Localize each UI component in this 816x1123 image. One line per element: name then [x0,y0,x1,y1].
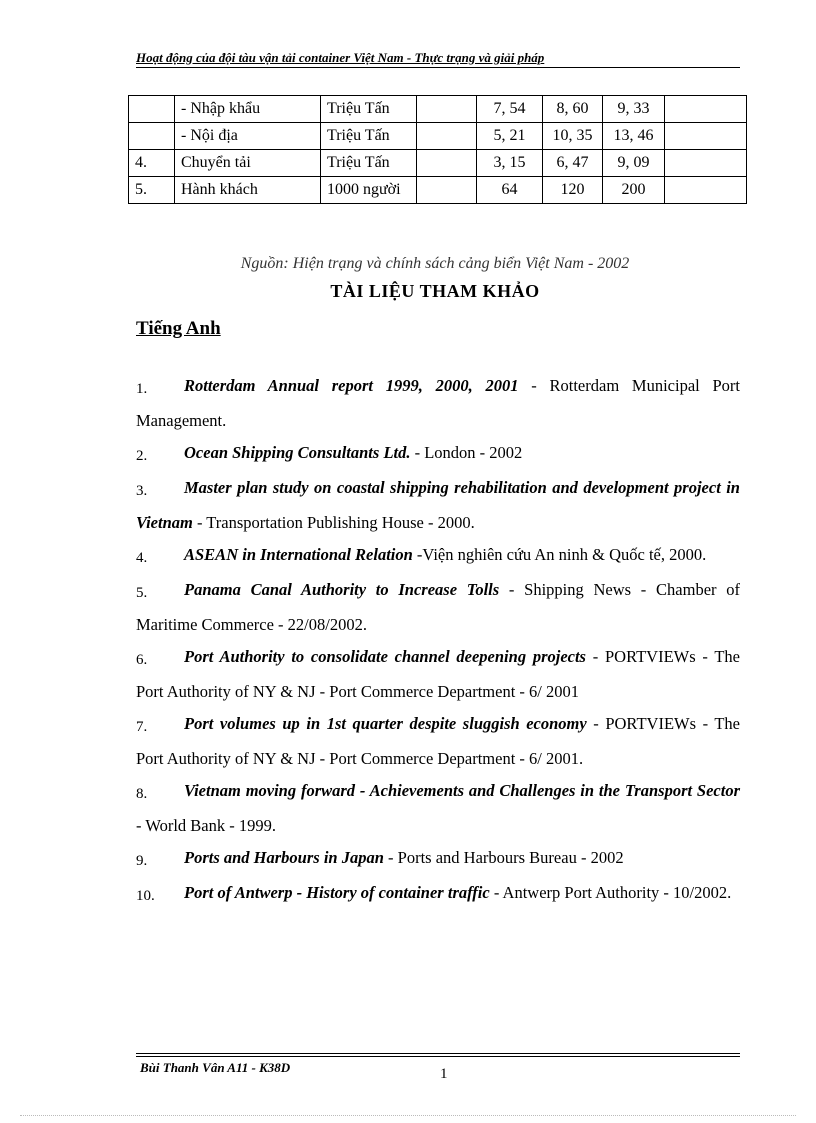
cell-item: - Nội địa [175,123,321,150]
reference-number: 8. [136,786,148,802]
cell-value-3: 9, 09 [603,150,665,177]
reference-item [136,539,740,574]
reference-number: 9. [136,853,148,869]
cell-no: 5. [129,177,175,204]
cell-value-2: 8, 60 [543,96,603,123]
cell-unit: Triệu Tấn [321,96,417,123]
reference-list [136,370,740,912]
footer-rule [136,1053,740,1054]
reference-details: - Rotterdam Municipal Port Management. [136,376,740,430]
reference-item [136,437,740,472]
reference-title: ASEAN in International Relation [184,545,413,564]
reference-details: - PORTVIEWs - The Port Authority of NY & NJ - Port Commerce Department - 6/ 2001 [136,647,740,701]
reference-number: 7. [136,719,148,735]
reference-title: Panama Canal Authority to Increase Tolls [184,580,500,599]
table-row [129,96,747,123]
cell-value-3: 200 [603,177,665,204]
reference-item [136,574,740,641]
reference-item [136,370,740,437]
table-source-note: Nguồn: Hiện trạng và chính sách cảng biển Việt Nam - 2002 [240,255,630,272]
cell-value-2: 120 [543,177,603,204]
cell-blank [417,150,477,177]
cell-value-1: 64 [477,177,543,204]
reference-title: Port Authority to consolidate channel deepening projects [184,647,586,666]
reference-item [136,842,740,877]
page-edge-dotted-line [20,1115,796,1116]
page-title: TÀI LIỆU THAM KHẢO [330,281,540,301]
cell-extra [665,123,747,150]
running-header: Hoạt động của đội tàu vận tải container Việt Nam - Thực trạng và giải pháp [136,50,545,65]
reference-details: - Ports and Harbours Bureau - 2002 [383,848,624,867]
reference-details: - Antwerp Port Authority - 10/2002. [489,883,732,902]
reference-title: Ports and Harbours in Japan [184,848,384,867]
cell-item: - Nhập khẩu [175,96,321,123]
cell-value-2: 10, 35 [543,123,603,150]
reference-item [136,641,740,708]
cell-value-1: 5, 21 [477,123,543,150]
reference-details: - London - 2002 [410,443,523,462]
reference-title: Port of Antwerp - History of container traffic [184,883,490,902]
header-rule [136,67,740,68]
cell-blank [417,96,477,123]
table-row [129,123,747,150]
reference-details: - World Bank - 1999. [136,816,276,835]
reference-title: Ocean Shipping Consultants Ltd. [184,443,411,462]
footer-rule [136,1056,740,1057]
cell-unit: 1000 người [321,177,417,204]
cell-value-1: 7, 54 [477,96,543,123]
cell-unit: Triệu Tấn [321,150,417,177]
table-row [129,150,747,177]
cell-item: Hành khách [175,177,321,204]
reference-item [136,775,740,842]
reference-item [136,472,740,539]
cell-value-3: 9, 33 [603,96,665,123]
cell-blank [417,123,477,150]
cell-blank [417,177,477,204]
section-heading: Tiếng Anh [136,318,221,339]
cell-item: Chuyển tải [175,150,321,177]
reference-item [136,877,740,912]
page-number: 1 [440,1066,448,1082]
reference-title: Rotterdam Annual report 1999, 2000, 2001 [184,376,519,395]
reference-number: 4. [136,550,148,566]
reference-details: - PORTVIEWs - The Port Authority of NY & NJ - Port Commerce Department - 6/ 2001. [136,714,740,768]
reference-details: - Transportation Publishing House - 2000. [192,513,475,532]
reference-number: 2. [136,448,148,464]
footer-author: Bùi Thanh Vân A11 - K38D [140,1060,291,1075]
reference-details: -Viện nghiên cứu An ninh & Quốc tế, 2000. [412,545,707,564]
cell-unit: Triệu Tấn [321,123,417,150]
reference-details: - Shipping News - Chamber of Maritime Commerce - 22/08/2002. [136,580,740,634]
reference-number: 5. [136,585,148,601]
cell-value-1: 3, 15 [477,150,543,177]
reference-title: Port volumes up in 1st quarter despite sluggish economy [184,714,587,733]
cell-no: 4. [129,150,175,177]
cell-extra [665,177,747,204]
cell-value-2: 6, 47 [543,150,603,177]
cell-extra [665,96,747,123]
reference-title: Vietnam moving forward - Achievements and Challenges in the Transport Sector [184,781,740,800]
reference-item [136,708,740,775]
statistics-table [128,95,747,204]
cell-no [129,96,175,123]
table-row [129,177,747,204]
reference-number: 1. [136,381,148,397]
reference-title: Master plan study on coastal shipping rehabilitation and development project in Vietnam [136,478,740,532]
reference-number: 10. [136,888,155,904]
cell-value-3: 13, 46 [603,123,665,150]
reference-number: 3. [136,483,148,499]
reference-number: 6. [136,652,148,668]
cell-no [129,123,175,150]
cell-extra [665,150,747,177]
